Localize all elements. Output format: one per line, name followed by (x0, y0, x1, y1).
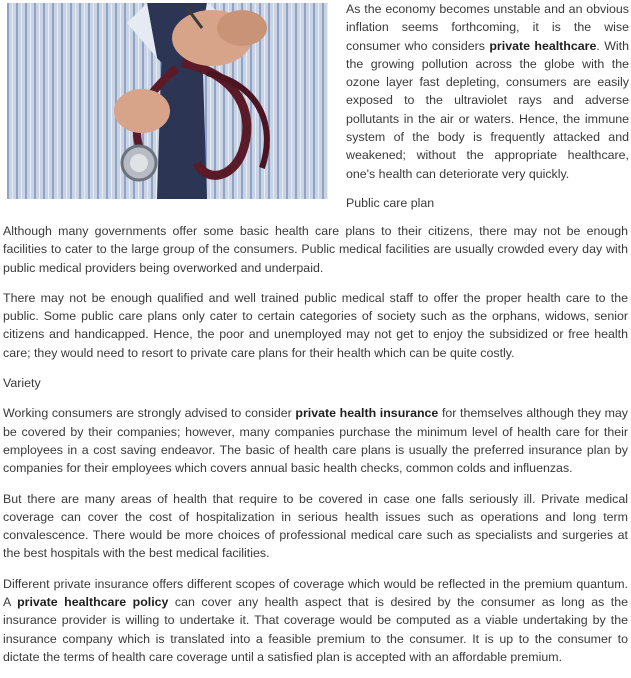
variety-p1-text: Working consumers are strongly advised to consider (3, 406, 296, 421)
intro-text-continued: . With the growing pollution across the globe with the ozone layer fast depleting, consumers are easily exposed to the ultraviolet rays and adverse pollutants in the air or waters. Hence, the immune system of the body is frequently attacked and weakened; without the appropriate healthcare, one's health can deteriorate very quickly. (346, 38, 629, 181)
intro-paragraph (346, 0, 629, 183)
variety-p3-text: Different private insurance offers different scopes of coverage which would be reflected in the premium quantum. A (3, 576, 628, 610)
variety-heading: Variety (3, 376, 41, 391)
private-healthcare-policy-keyword: private healthcare policy (17, 595, 169, 610)
public-care-plan-heading: Public care plan (346, 196, 435, 210)
variety-p1-text-continued: for themselves although they may be covered by their companies; however, many companies purchase the minimum level of health care for their employees in a cost saving endeavor. The basic of health care plans is usually the preferred insurance plan by companies for their employees which covers annual basic health checks, common colds and influenzas. (3, 406, 628, 476)
doctor-illustration (7, 3, 328, 199)
variety-paragraph-2: But there are many areas of health that require to be covered in case one falls seriously ill. Private medical coverage can cover the cost of hospitalization in serious health issues such as operations and long term convalescence. There would be more choices of professional medical care such as specialists and surgeries at the best hospitals with the best medical facilities. (3, 491, 628, 561)
variety-p3-text-continued: can cover any health aspect that is desired by the consumer as long as the insurance provider is willing to undertake it. That coverage would be computed as a viable undertaking by the insurance company which is translated into a feasible premium to the consumer. It is up to the consumer to dictate the terms of health care coverage until a satisfied plan is accepted with an affordable premium. (3, 595, 628, 664)
article-body (3, 222, 628, 678)
variety-paragraph-1 (3, 404, 628, 477)
private-health-insurance-keyword: private health insurance (295, 406, 439, 421)
left-hand (114, 89, 170, 133)
public-care-paragraph-1: Although many governments offer some basic health care plans to their citizens, there may not be enough facilities to cater to the large group of the consumers. Public medical facilities are usually crowded every day with public medical providers being overworked and underpaid. (3, 224, 628, 275)
intro-text: As the economy becomes unstable and an obvious inflation seems forthcoming, it is the wise consumer who considers (346, 2, 629, 53)
doctor-stethoscope-image (7, 3, 328, 199)
public-care-paragraph-2: There may not be enough qualified and well trained public medical staff to offer the proper health care to the public. Some public care plans only cater to certain categories of society such as the orphans, widows, senior citizens and handicapped. Hence, the poor and unemployed may not get to enjoy the subsidized or free health care; they would need to resort to private care plans for their health which can be quite costly. (3, 290, 628, 360)
variety-paragraph-3 (3, 575, 628, 666)
private-healthcare-keyword: private healthcare (489, 38, 597, 53)
